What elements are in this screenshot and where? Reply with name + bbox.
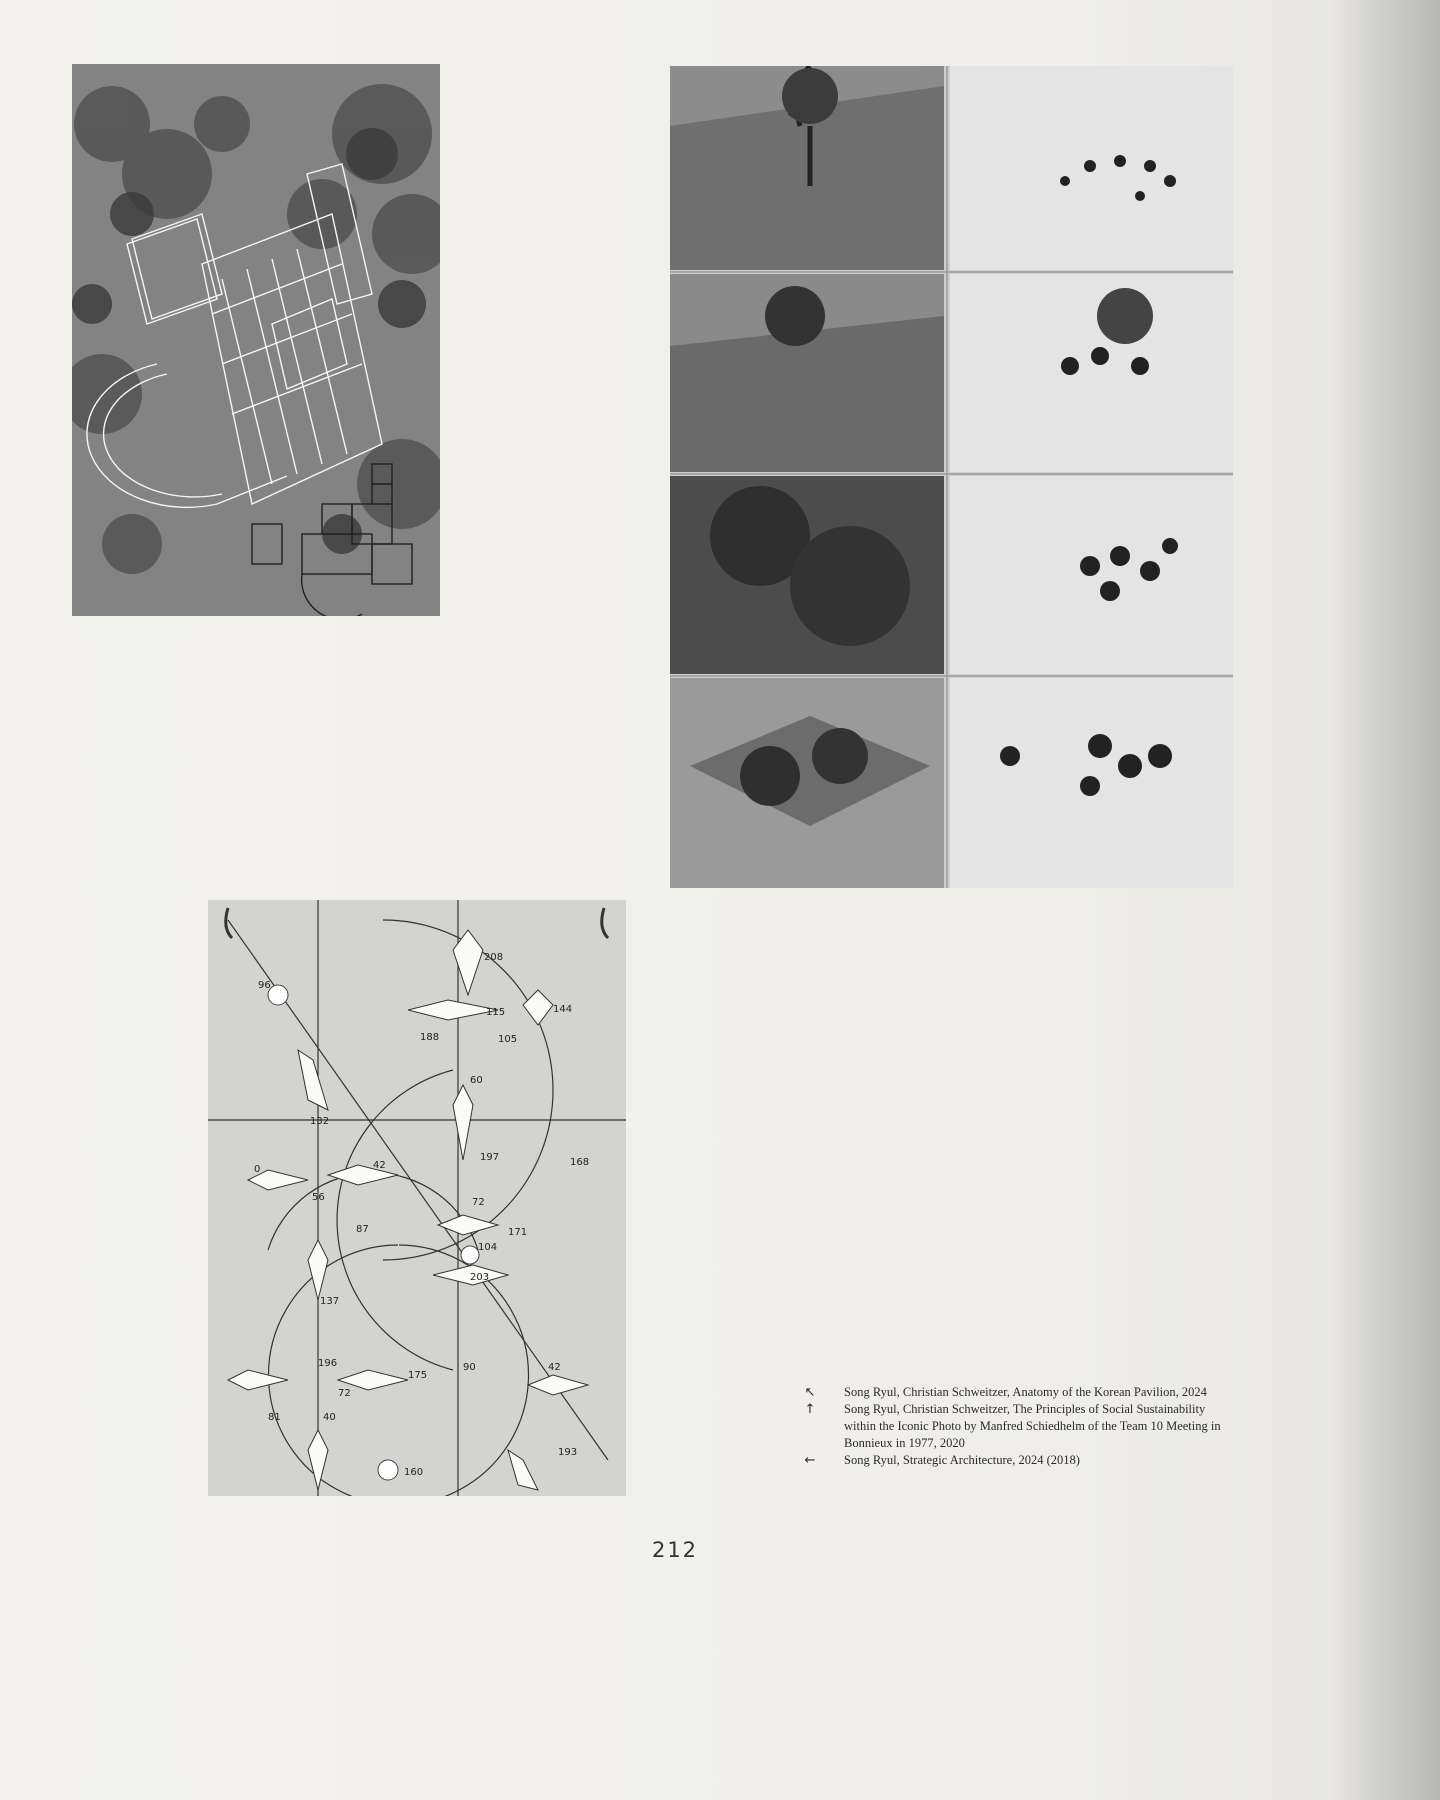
plan-number: 72: [338, 1388, 351, 1399]
plan-number: 137: [320, 1296, 340, 1307]
caption-text: Song Ryul, Christian Schweitzer, Anatomy of the Korean Pavilion, 2024: [844, 1385, 1207, 1399]
plan-number: 90: [463, 1362, 476, 1373]
caption-photo-grid: [800, 1401, 1240, 1452]
plan-number: 81: [268, 1412, 281, 1423]
strategic-architecture-plan: [208, 900, 626, 1496]
arrow-up-left-icon: ↖: [804, 1385, 816, 1400]
plan-number: 193: [558, 1447, 578, 1458]
plan-number: 40: [323, 1412, 336, 1423]
arrow-up-icon: ↑: [804, 1402, 816, 1417]
plan-number: 87: [356, 1224, 369, 1235]
plan-number: 0: [254, 1164, 261, 1175]
plan-number: 203: [470, 1272, 490, 1283]
plan-number: 160: [404, 1467, 424, 1478]
plan-number: 188: [420, 1032, 440, 1043]
page-number: 212: [651, 1538, 699, 1562]
plan-number: 171: [508, 1227, 528, 1238]
plan-number: 208: [484, 952, 504, 963]
plan-number: 72: [472, 1197, 485, 1208]
figure-captions: [800, 1384, 1240, 1469]
arrow-left-icon: ←: [804, 1453, 816, 1468]
caption-text: Song Ryul, Christian Schweitzer, The Principles of Social Sustainability within the Iconic Photo by Manfred Schiedhelm of the Team 10 Meeting in Bonnieux in 1977, 2020: [844, 1402, 1221, 1450]
pavilion-axonometric-figure: [72, 64, 440, 616]
plan-number: 115: [486, 1007, 506, 1018]
plan-number: 42: [373, 1160, 386, 1171]
caption-pavilion: [800, 1384, 1240, 1401]
plan-number: 168: [570, 1157, 590, 1168]
plan-number: 42: [548, 1362, 561, 1373]
plan-number: 175: [408, 1370, 428, 1381]
caption-text: Song Ryul, Strategic Architecture, 2024 (2018): [844, 1453, 1080, 1467]
plan-number: 60: [470, 1075, 483, 1086]
plan-number: 105: [498, 1034, 518, 1045]
social-sustainability-photo-grid: [670, 66, 1233, 888]
plan-number: 104: [478, 1242, 498, 1253]
plan-number: 132: [310, 1116, 330, 1127]
plan-number: 196: [318, 1358, 338, 1369]
page-edge-shadow: [1330, 0, 1440, 1800]
plan-number: 144: [553, 1004, 573, 1015]
plan-number: 197: [480, 1152, 500, 1163]
plan-number: 56: [312, 1192, 325, 1203]
caption-plan: [800, 1452, 1240, 1469]
plan-number: 96: [258, 980, 271, 991]
